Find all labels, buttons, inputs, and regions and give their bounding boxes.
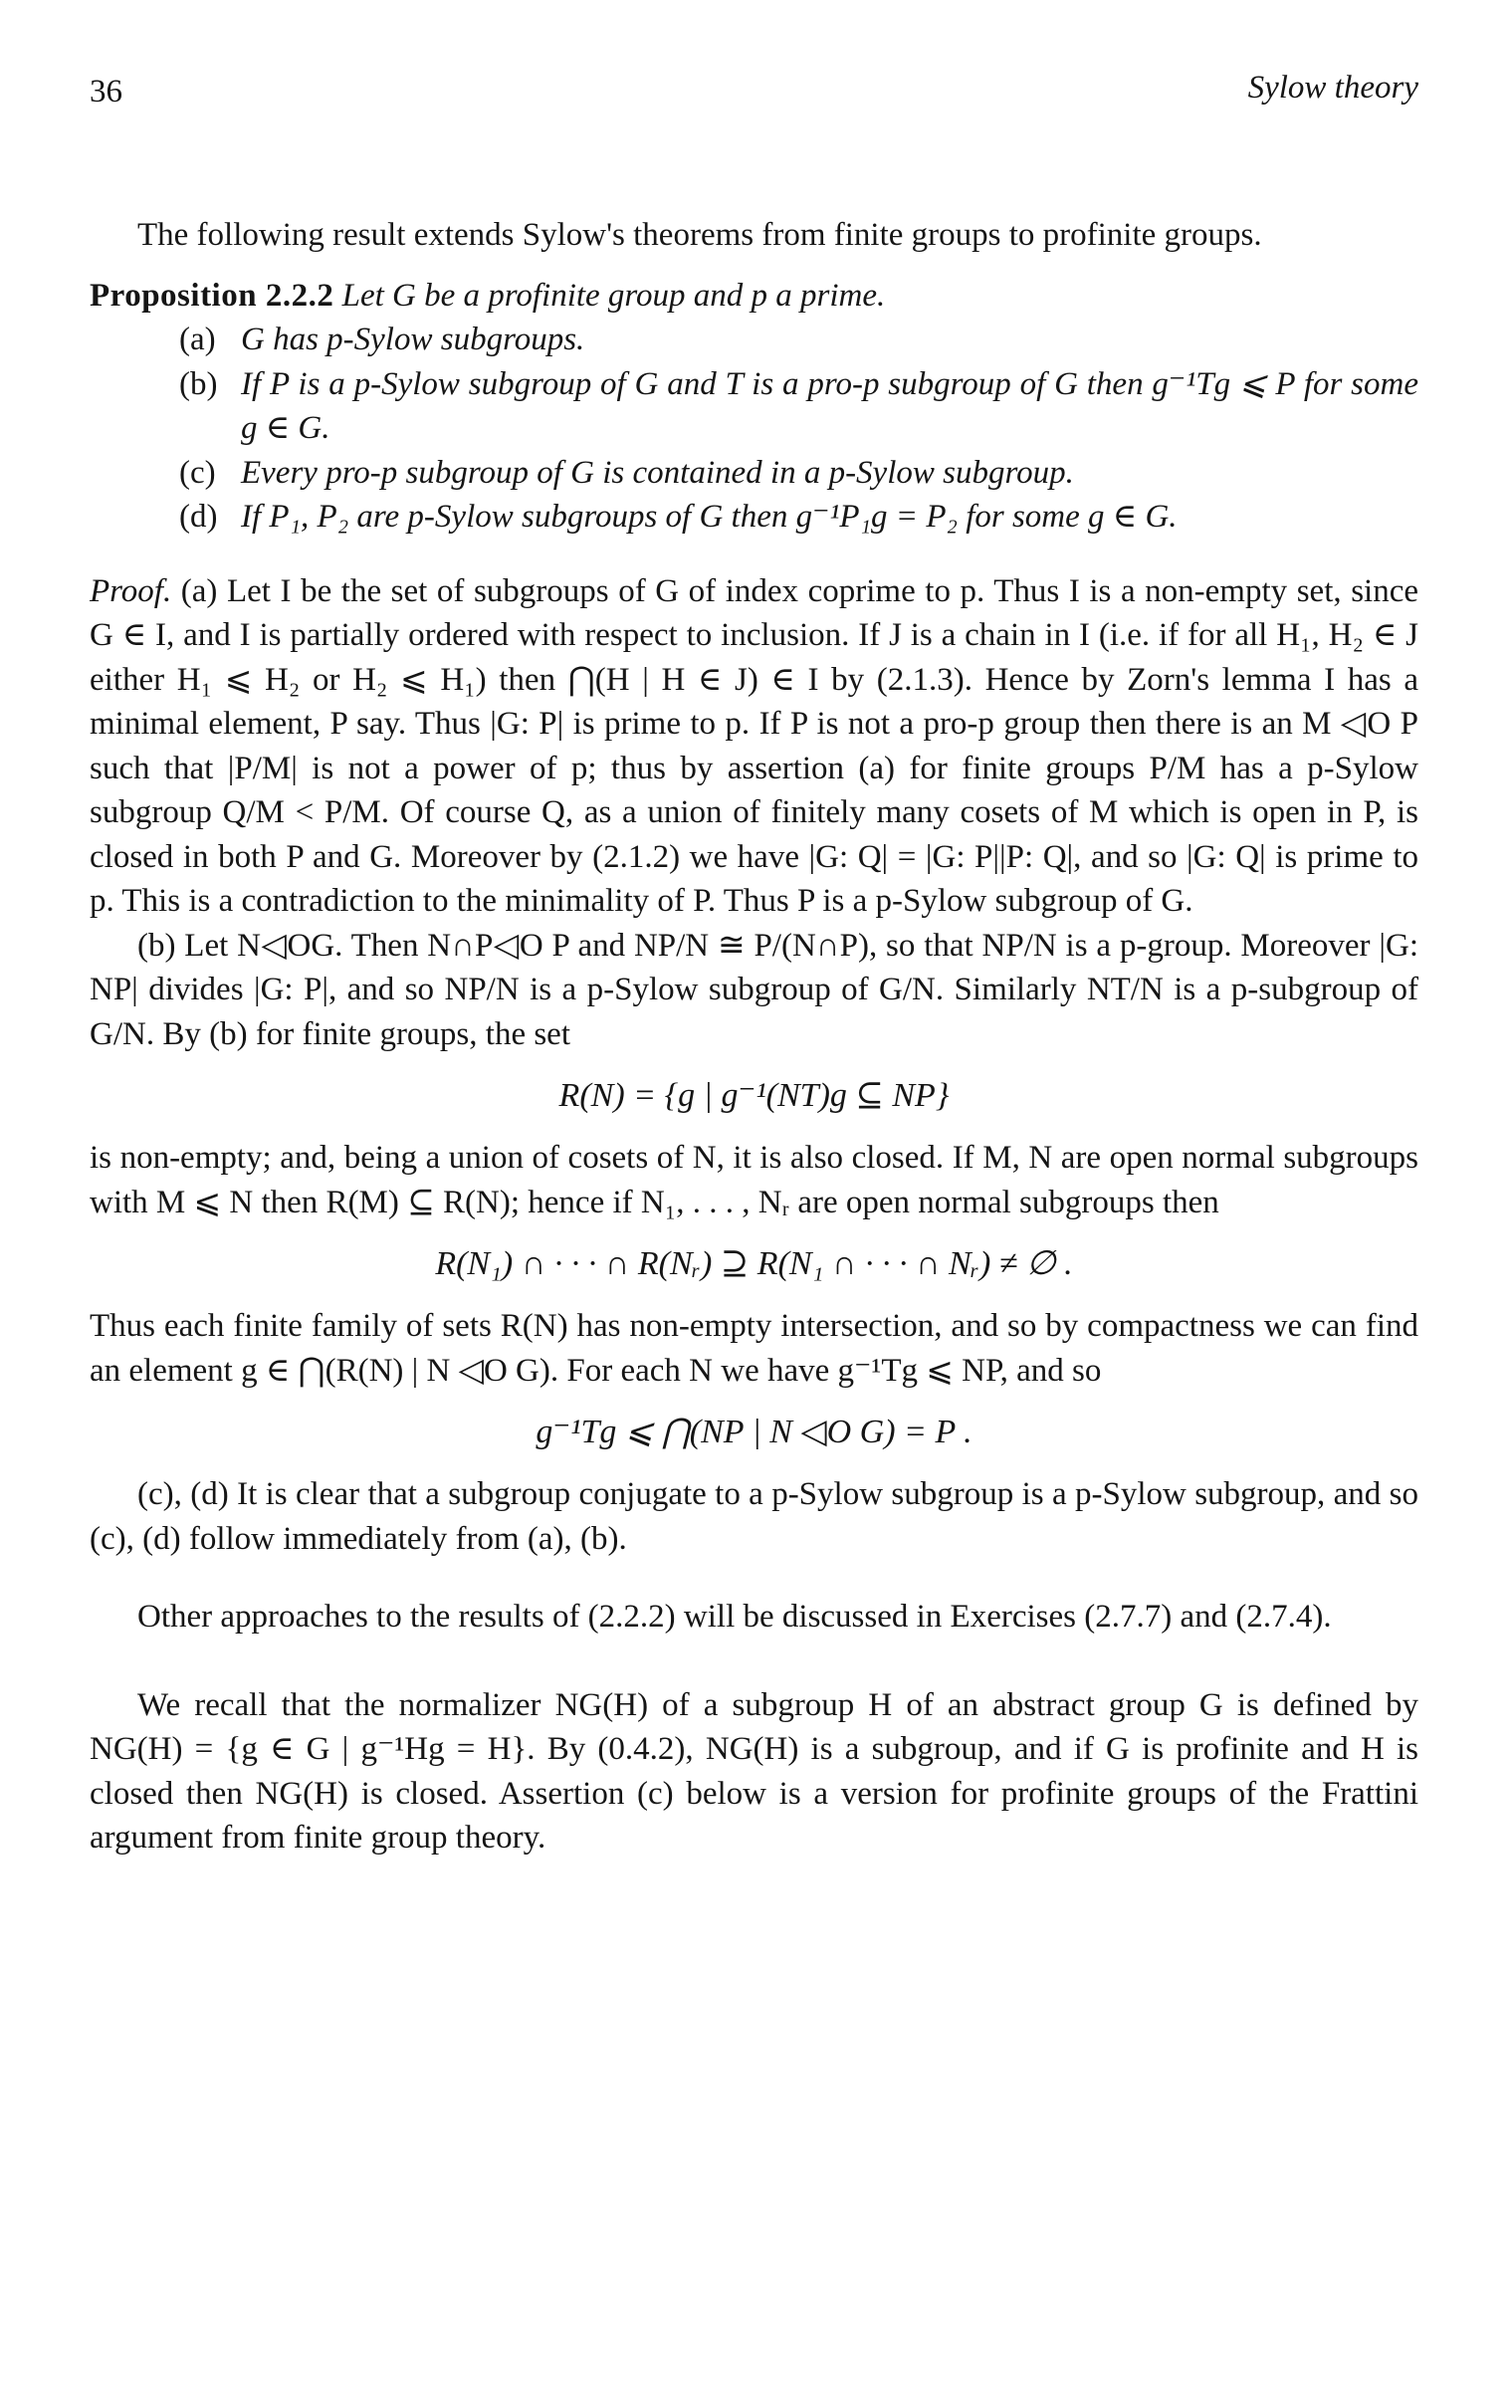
proof-paragraph-b: (b) Let N◁OG. Then N∩P◁O P and NP/N ≅ P/(N∩P), so that NP/N is a p-group. Moreover |G: NP| divides |G: P|, and so NP/N is a p-Sylow subgroup of G/N. Similarly NT/N is a p-subgroup of G/N. By (b) for finite groups, the set [90, 927, 1418, 1052]
item-label: (a) [179, 322, 216, 357]
intro-paragraph: The following result extends Sylow's theorems from finite groups to profinite groups. [137, 217, 1262, 253]
item-text: G has p-Sylow subgroups. [241, 322, 585, 357]
page-number: 36 [90, 74, 122, 109]
item-label: (d) [179, 499, 218, 535]
proof-paragraph-b-conclusion: Thus each finite family of sets R(N) has non-empty intersection, and so by compactness we can find an element g ∈ ⋂(R(N) | N ◁O G). For each N we have g⁻¹Tg ⩽ NP, and so [90, 1308, 1418, 1389]
proof-text-a: (a) Let I be the set of subgroups of G of index coprime to p. Thus I is a non-empty set, since G ∈ I, and I is partially ordered with respect to inclusion. If J is a chain in I (i.e. if for all H₁, H₂ ∈ J either H₁ ⩽ H₂ or H₂ ⩽ H₁) then ⋂(H | H ∈ J) ∈ I by (2.1.3). Hence by Zorn's lemma I has a minimal element, P say. Thus |G: P| is prime to p. If P is not a pro-p group then there is an M ◁O P such that |P/M| is not a power of p; thus by assertion (a) for finite groups P/M has a p-Sylow subgroup Q/M < P/M. Of course Q, as a union of finitely many cosets of M which is open in P, is closed in both P and G. Moreover by (2.1.2) we have |G: Q| = |G: P||P: Q|, and so |G: Q| is prime to p. This is a contradiction to the minimality of P. Thus P is a p-Sylow subgroup of G. [90, 572, 1418, 919]
proof-paragraph-cd: (c), (d) It is clear that a subgroup conjugate to a p-Sylow subgroup is a p-Sylow subgroup, and so (c), (d) follow immediately from (a), (b). [90, 1476, 1418, 1557]
page [90, 64, 1418, 1861]
proposition-items [179, 318, 1418, 540]
running-head: Sylow theory [1247, 70, 1418, 106]
proposition-text: Let G be a profinite group and p a prime. [341, 277, 886, 314]
other-approaches-paragraph: Other approaches to the results of (2.2.2) will be discussed in Exercises (2.7.7) and (2.7.4). [137, 1599, 1332, 1635]
proposition-item-c [179, 451, 1418, 496]
proof-label: Proof. [90, 572, 172, 609]
proposition-item-b [179, 362, 1418, 451]
proof-paragraph-b-continued: is non-empty; and, being a union of cosets of N, it is also closed. If M, N are open normal subgroups with M ⩽ N then R(M) ⊆ R(N); hence if N₁, . . . , Nᵣ are open normal subgroups then [90, 1140, 1418, 1220]
item-label: (c) [179, 454, 216, 491]
display-equation-3: g⁻¹Tg ⩽ ⋂(NP | N ◁O G) = P . [536, 1414, 972, 1450]
proposition-item-d [179, 495, 1418, 540]
proposition-statement [90, 274, 1418, 319]
proposition-heading: Proposition 2.2.2 [90, 277, 334, 314]
proof-paragraph-a [90, 569, 1418, 924]
item-text: If P is a p-Sylow subgroup of G and T is a pro-p subgroup of G then g⁻¹Tg ⩽ P for some g ∈ G. [241, 365, 1418, 446]
item-text: Every pro-p subgroup of G is contained in a p-Sylow subgroup. [241, 454, 1074, 491]
display-equation-2: R(N₁) ∩ · · · ∩ R(Nᵣ) ⊇ R(N₁ ∩ · · · ∩ Nᵣ) ≠ ∅ . [435, 1245, 1073, 1282]
item-label: (b) [179, 365, 218, 402]
page-header [90, 64, 1418, 123]
proposition-item-a [179, 318, 1418, 362]
normalizer-paragraph: We recall that the normalizer NG(H) of a subgroup H of an abstract group G is defined by NG(H) = {g ∈ G | g⁻¹Hg = H}. By (0.4.2), NG(H) is a subgroup, and if G is profinite and H is closed then NG(H) is closed. Assertion (c) below is a version for profinite groups of the Frattini argument from finite group theory. [90, 1686, 1418, 1856]
display-equation-1: R(N) = {g | g⁻¹(NT)g ⊆ NP} [558, 1077, 950, 1114]
item-text: If P₁, P₂ are p-Sylow subgroups of G then g⁻¹P₁g = P₂ for some g ∈ G. [241, 499, 1178, 535]
